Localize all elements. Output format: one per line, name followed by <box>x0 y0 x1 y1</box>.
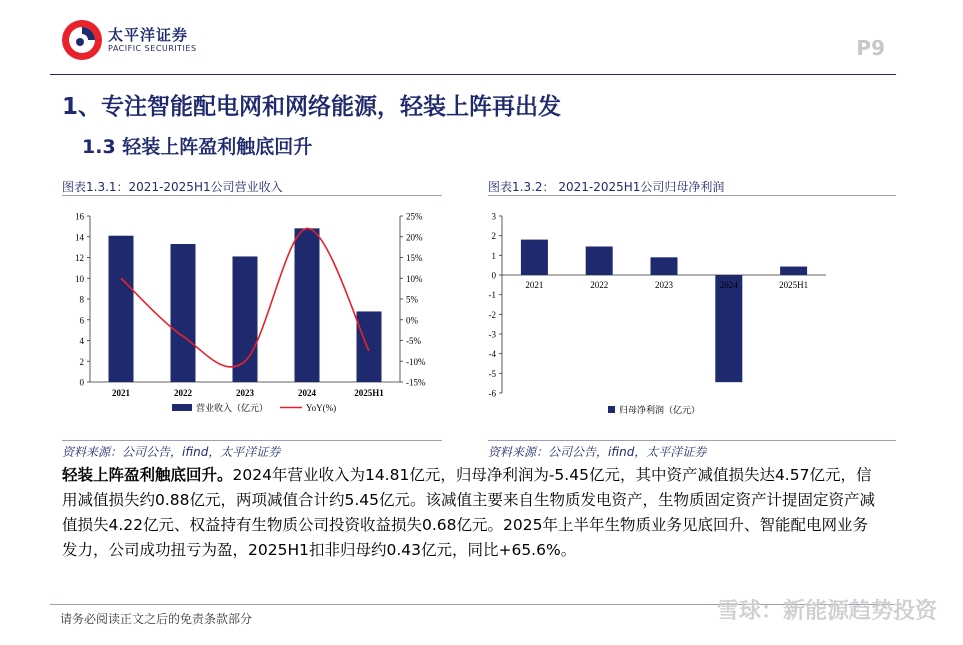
right-tick-label: 5% <box>406 294 418 305</box>
revenue-chart <box>62 200 448 430</box>
left-tick-label: 4 <box>79 336 84 346</box>
right-tick-label: -5% <box>406 336 421 346</box>
net-profit-chart <box>474 200 854 430</box>
x-tick-label: 2024 <box>719 280 738 290</box>
y-tick-label: 1 <box>491 250 496 261</box>
left-tick-label: 0 <box>79 377 84 388</box>
logo-text-cn: 太平洋证券 <box>108 26 189 44</box>
left-tick-label: 6 <box>79 315 84 326</box>
figure-2-title-rule <box>488 195 896 196</box>
revenue-bar <box>295 228 320 382</box>
figure-1-title-rule <box>62 195 442 196</box>
net-profit-bar <box>651 257 678 275</box>
disclaimer: 请务必阅读正文之后的免责条款部分 <box>60 612 253 626</box>
legend-swatch-revenue <box>172 404 192 411</box>
right-tick-label: 15% <box>406 253 423 263</box>
watermark: 雪球：新能源趋势投资 <box>716 599 937 624</box>
y-tick-label: -5 <box>488 368 496 379</box>
subsection-title: 1.3 轻装上阵盈利触底回升 <box>82 136 313 158</box>
y-tick-label: -2 <box>488 309 496 320</box>
figure-2-source-rule <box>488 440 896 441</box>
left-tick-label: 10 <box>75 273 84 284</box>
net-profit-bar <box>586 246 613 275</box>
figure-2-source: 资料来源：公司公告，ifind，太平洋证券 <box>488 445 707 459</box>
legend-label-yoy: YoY(%) <box>306 403 337 413</box>
y-tick-label: 2 <box>491 231 496 242</box>
revenue-bar <box>109 236 134 382</box>
x-tick-label: 2023 <box>236 388 254 398</box>
body-text: 2024年营业收入为14.81亿元，归母净利润为-5.45亿元，其中资产减值损失达4.57亿元，信用减值损失约0.88亿元，两项减值合计约5.45亿元。该减值主要来自生物质发电资产，生物质固定资产计提固定资产减值损失4.22亿元、权益持有生物质公司投资收益损失0.68亿元。2025年上半年生物质业务见底回升、智能配电网业务发力，公司成功扭亏为盈，2025H1扣非归母约0.43亿元，同比+65.6%。 <box>62 466 876 559</box>
net-profit-bar <box>780 267 807 275</box>
left-tick-label: 14 <box>75 232 84 243</box>
revenue-bar <box>233 256 258 382</box>
right-tick-label: 0% <box>406 315 418 326</box>
right-tick-label: 10% <box>406 273 423 284</box>
legend-swatch-net-profit <box>608 406 615 413</box>
left-tick-label: 12 <box>75 253 84 263</box>
x-tick-label: 2025H1 <box>354 388 384 398</box>
x-tick-label: 2022 <box>590 280 609 290</box>
left-tick-label: 2 <box>79 356 84 367</box>
page-number: P9 <box>856 36 885 60</box>
revenue-bar <box>357 311 382 382</box>
right-tick-label: -15% <box>406 377 426 388</box>
x-tick-label: 2022 <box>174 388 192 398</box>
legend-label-revenue: 营业收入（亿元） <box>196 403 269 413</box>
net-profit-bar <box>521 240 548 275</box>
y-tick-label: -1 <box>488 290 496 301</box>
x-tick-label: 2021 <box>525 280 544 290</box>
y-tick-label: 3 <box>491 211 496 222</box>
section-title: 1、专注智能配电网和网络能源，轻装上阵再出发 <box>62 94 562 120</box>
y-tick-label: -3 <box>488 329 496 340</box>
y-tick-label: -4 <box>488 349 496 360</box>
figure-1-source-rule <box>62 440 442 441</box>
header-divider <box>50 74 896 75</box>
x-tick-label: 2025H1 <box>779 280 809 290</box>
y-tick-label: -6 <box>488 388 496 399</box>
right-tick-label: -10% <box>406 356 426 367</box>
net-profit-bar <box>715 275 742 382</box>
body-paragraph <box>62 463 876 563</box>
left-tick-label: 8 <box>79 294 84 305</box>
figure-2-title: 图表1.3.2： 2021-2025H1公司归母净利润 <box>488 180 725 194</box>
body-lead: 轻装上阵盈利触底回升。 <box>62 466 233 484</box>
left-tick-label: 16 <box>75 211 84 222</box>
right-tick-label: 20% <box>406 232 423 243</box>
x-tick-label: 2021 <box>112 388 130 398</box>
figure-1-title: 图表1.3.1：2021-2025H1公司营业收入 <box>62 180 283 194</box>
x-tick-label: 2023 <box>655 280 673 290</box>
legend-label-net-profit: 归母净利润（亿元） <box>619 405 701 415</box>
revenue-bar <box>171 244 196 382</box>
x-tick-label: 2024 <box>298 388 316 398</box>
figure-1-source: 资料来源：公司公告，ifind，太平洋证券 <box>62 445 281 459</box>
y-tick-label: 0 <box>491 270 496 281</box>
right-tick-label: 25% <box>406 211 423 222</box>
logo-text-en: PACIFIC SECURITIES <box>108 44 197 53</box>
